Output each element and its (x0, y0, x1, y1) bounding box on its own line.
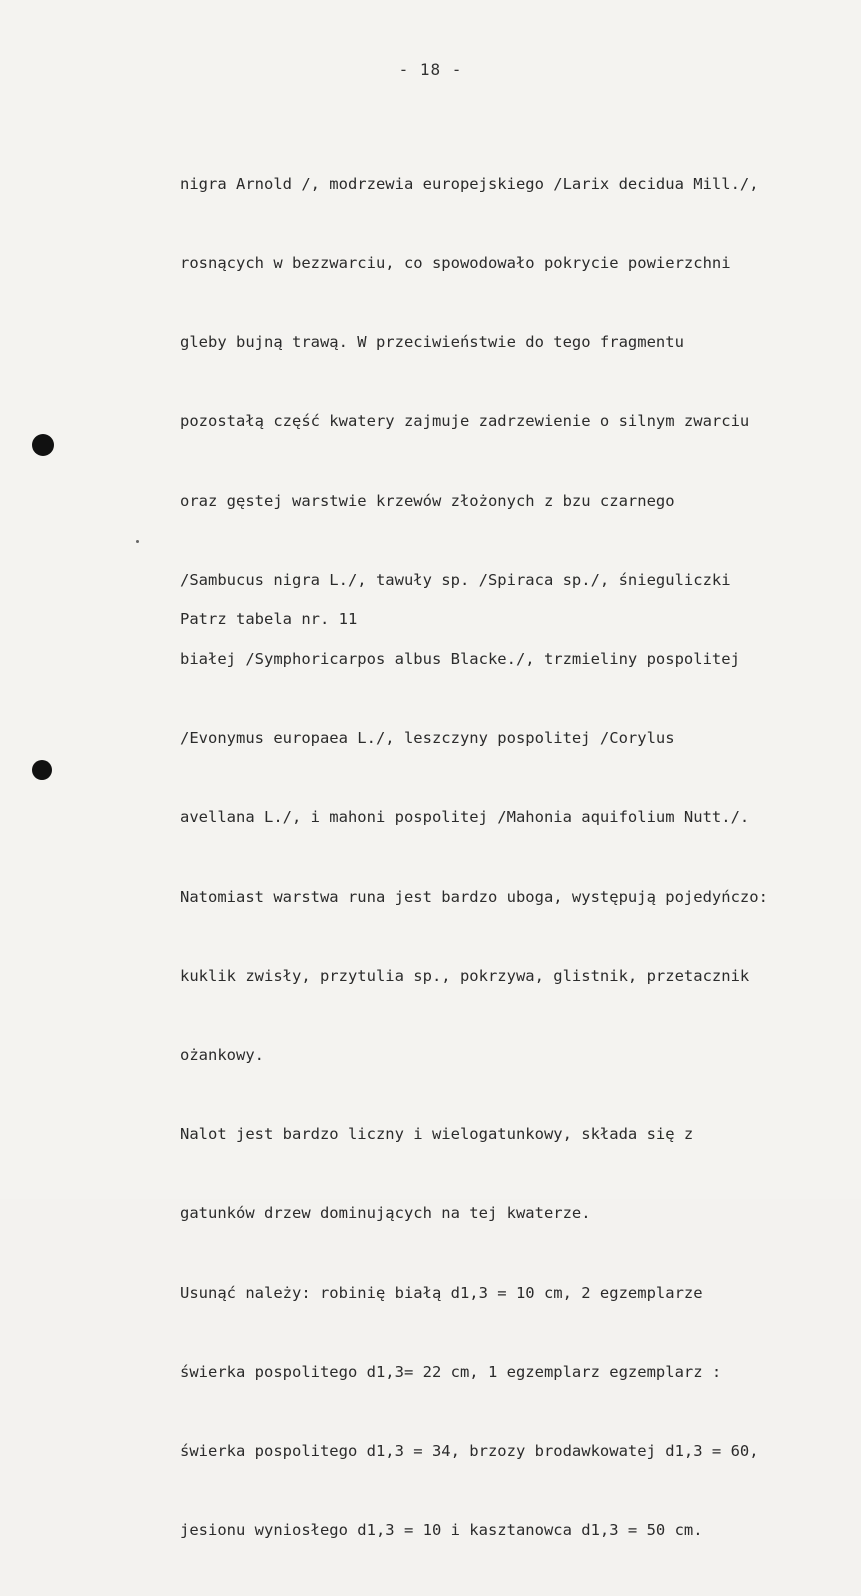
body-paragraphs (180, 118, 850, 1596)
text-line: gleby bujną trawą. W przeciwieństwie do tego fragmentu (180, 333, 684, 352)
text-line: gatunków drzew dominujących na tej kwaterze. (180, 1204, 591, 1223)
text-line: avellana L./, i mahoni pospolitej /Mahonia aquifolium Nutt./. (180, 808, 750, 827)
punch-hole-mark (32, 760, 52, 780)
text-line: /Sambucus nigra L./, tawuły sp. /Spiraca sp./, śnieguliczki (180, 570, 731, 589)
text-line: świerka pospolitego d1,3= 22 cm, 1 egzemplarz egzemplarz : (180, 1362, 722, 1381)
text-line: Natomiast warstwa runa jest bardzo uboga, występują pojedyńczo: (180, 887, 768, 906)
table-reference: Patrz tabela nr. 11 (180, 610, 358, 628)
text-line: Nalot jest bardzo liczny i wielogatunkowy, składa się z (180, 1125, 694, 1144)
text-line: białej /Symphoricarpos albus Blacke./, trzmieliny pospolitej (180, 650, 740, 669)
text-line: ożankowy. (180, 1046, 264, 1065)
text-line: jesionu wyniosłego d1,3 = 10 i kasztanowca d1,3 = 50 cm. (180, 1521, 703, 1540)
text-line: kuklik zwisły, przytulia sp., pokrzywa, glistnik, przetacznik (180, 966, 750, 985)
text-line: świerka pospolitego d1,3 = 34, brzozy brodawkowatej d1,3 = 60, (180, 1442, 759, 1461)
punch-hole-mark (32, 434, 54, 456)
page-number: - 18 - (398, 60, 463, 79)
text-line: pozostałą część kwatery zajmuje zadrzewienie o silnym zwarciu (180, 412, 750, 431)
text-line: Usunąć należy: robinię białą d1,3 = 10 cm, 2 egzemplarze (180, 1283, 703, 1302)
text-line: rosnących w bezzwarciu, co spowodowało pokrycie powierzchni (180, 254, 731, 273)
ink-speck (136, 540, 139, 543)
text-line: /Evonymus europaea L./, leszczyny pospolitej /Corylus (180, 729, 675, 748)
text-line: nigra Arnold /, modrzewia europejskiego /Larix decidua Mill./, (180, 174, 759, 193)
text-line: oraz gęstej warstwie krzewów złożonych z bzu czarnego (180, 491, 675, 510)
